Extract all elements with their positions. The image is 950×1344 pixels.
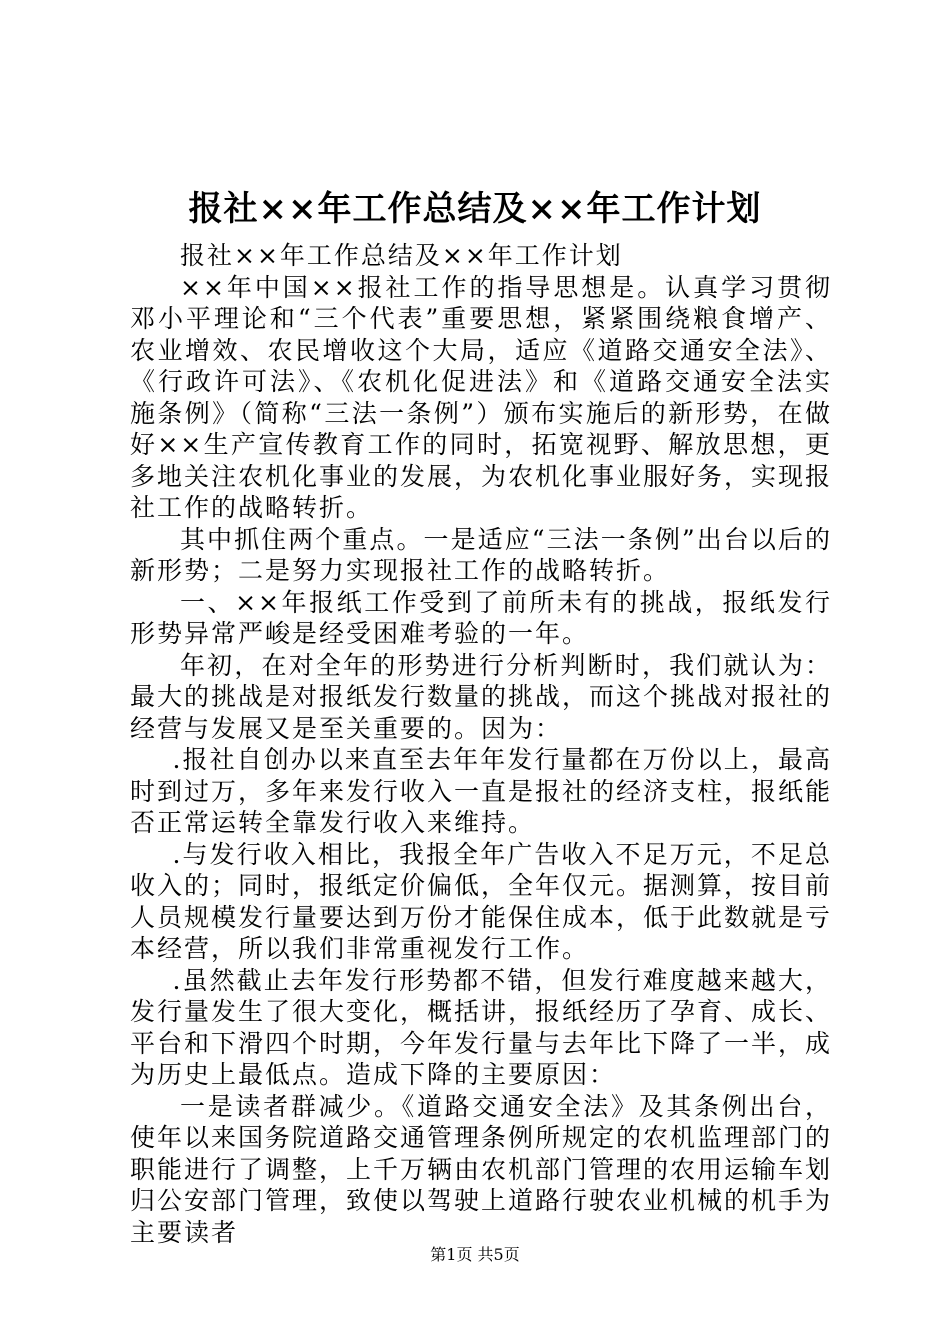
paragraph: 一、××年报纸工作受到了前所未有的挑战，报纸发行形势异常严峻是经受困难考验的一年。 xyxy=(130,587,832,648)
document-body xyxy=(130,240,832,1248)
list-paragraph: .报社自创办以来直至去年年发行量都在万份以上，最高时到过万，多年来发行收入一直是报社的经济支柱，报纸能否正常运转全靠发行收入来维持。 xyxy=(130,745,833,837)
list-paragraph: .与发行收入相比，我报全年广告收入不足万元，不足总收入的；同时，报纸定价偏低，全年仅元。据测算，按目前人员规模发行量要达到万份才能保住成本，低于此数就是亏本经营，所以我们非常重视发行工作。 xyxy=(130,839,833,963)
paragraph: 报社××年工作总结及××年工作计划 xyxy=(180,241,623,270)
paragraph: 年初，在对全年的形势进行分析判断时，我们就认为：最大的挑战是对报纸发行数量的挑战，而这个挑战对报社的经营与发展又是至关重要的。因为： xyxy=(130,650,833,743)
document-title: 报社××年工作总结及××年工作计划 xyxy=(188,189,762,229)
paragraph: ××年中国××报社工作的指导思想是。认真学习贯彻邓小平理论和“三个代表”重要思想，紧紧围绕粮食增产、农业增效、农民增收这个大局，适应《道路交通安全法》、《行政许可法》、《农机化促进法》和《道路交通安全法实施条例》（简称“三法一条例”）颁布实施后的新形势，在做好××生产宣传教育工作的同时，拓宽视野、解放思想，更多地关注农机化事业的发展，为农机化事业服好务，实现报社工作的战略转折。 xyxy=(130,272,833,522)
paragraph: 其中抓住两个重点。一是适应“三法一条例”出台以后的新形势；二是努力实现报社工作的战略转折。 xyxy=(130,524,832,585)
paragraph: 一是读者群减少。《道路交通安全法》及其条例出台，使年以来国务院道路交通管理条例所规定的农机监理部门的职能进行了调整，上千万辆由农机部门管理的农用运输车划归公安部门管理，致使以驾驶上道路行驶农业机械的机手为主要读者 xyxy=(130,1091,833,1247)
page-footer: 第1页 共5页 xyxy=(430,1245,520,1264)
list-paragraph: .虽然截止去年发行形势都不错，但发行难度越来越大，发行量发生了很大变化，概括讲，报纸经历了孕育、成长、平台和下滑四个时期，今年发行量与去年比下降了一半，成为历史上最低点。造成下降的主要原因： xyxy=(130,965,833,1089)
